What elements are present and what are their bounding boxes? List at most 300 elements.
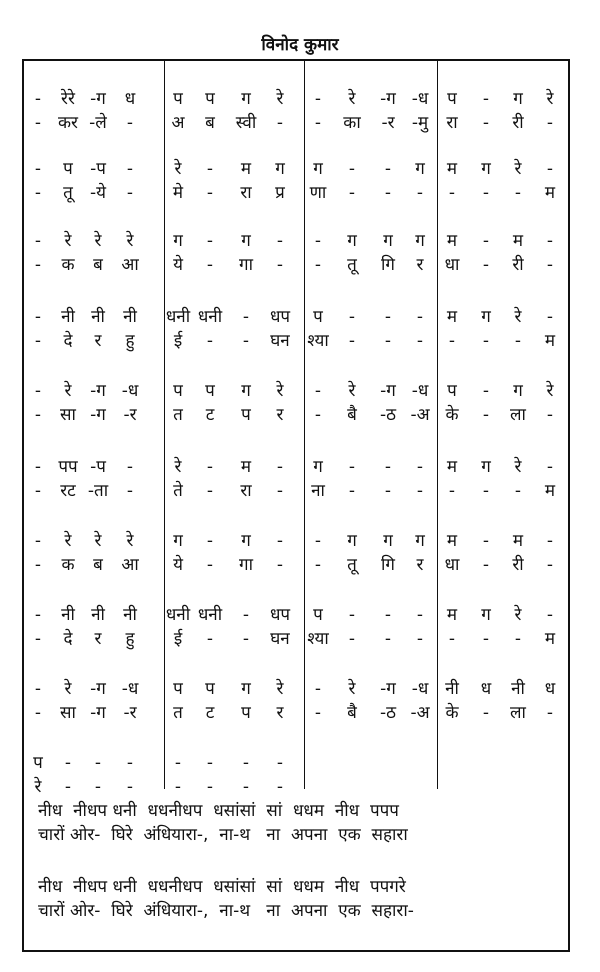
swar-note: नी <box>91 307 105 327</box>
swar-note: रे <box>64 231 72 251</box>
bol-note: - <box>482 405 490 425</box>
swar-note: रे <box>276 381 284 401</box>
swar-note: -ग <box>90 679 106 699</box>
bol-note: - <box>514 629 522 649</box>
bol-note: रा <box>446 113 458 133</box>
bol-note: - <box>416 629 424 649</box>
swar-note: - <box>546 307 554 327</box>
bol-note: कर <box>57 113 78 133</box>
swar-note: रे <box>348 679 356 699</box>
bol-note: र <box>416 555 424 575</box>
swar-note: नी <box>91 605 105 625</box>
bol-note: घन <box>270 331 290 351</box>
swar-note: ग <box>241 231 251 251</box>
bol-note: के <box>445 703 459 723</box>
bol-note: स्वी <box>235 113 257 133</box>
bol-note: ये <box>173 255 183 275</box>
swar-note: - <box>546 531 554 551</box>
swar-note: - <box>546 159 554 179</box>
footer-bol-line-1: चारों ओर- घिरे अंधियारा-, ना-थ ना अपना एक सहारा <box>38 825 408 845</box>
swar-note: - <box>482 231 490 251</box>
bol-note: - <box>348 481 356 501</box>
bol-note: रा <box>240 481 252 501</box>
bol-note: र <box>276 405 284 425</box>
bol-note: त <box>173 405 183 425</box>
bol-note: - <box>546 255 554 275</box>
bol-note: ई <box>173 629 183 649</box>
swar-note: ध <box>480 679 492 699</box>
bol-note: -ग <box>90 405 106 425</box>
swar-note: ध <box>544 679 556 699</box>
bol-note: -ग <box>90 703 106 723</box>
bol-note: तू <box>347 255 357 275</box>
swar-note: - <box>126 753 134 773</box>
bol-note: -अ <box>410 703 430 723</box>
bol-note: -ठ <box>379 405 396 425</box>
swar-note: म <box>240 159 252 179</box>
swar-note: प <box>205 89 215 109</box>
swar-note: ग <box>241 679 251 699</box>
swar-note: रे <box>276 89 284 109</box>
bol-note: - <box>514 183 522 203</box>
swar-note: ग <box>513 89 523 109</box>
swar-note: - <box>384 159 392 179</box>
bol-note: - <box>174 777 182 797</box>
bol-note: घन <box>270 629 290 649</box>
bol-note: ब <box>93 555 103 575</box>
bol-note: - <box>482 331 490 351</box>
bol-note: - <box>276 255 284 275</box>
bol-note: - <box>34 703 42 723</box>
bol-note: - <box>348 183 356 203</box>
swar-note: नी <box>61 605 75 625</box>
swar-note: - <box>206 159 214 179</box>
bol-note: क <box>61 555 75 575</box>
bol-note: - <box>384 481 392 501</box>
swar-note: - <box>242 605 250 625</box>
swar-note: - <box>126 457 134 477</box>
swar-note: रे <box>276 679 284 699</box>
swar-note: म <box>446 307 458 327</box>
swar-note: - <box>64 753 72 773</box>
swar-note: नी <box>511 679 525 699</box>
bol-note: - <box>34 629 42 649</box>
swar-note: - <box>34 531 42 551</box>
swar-note: रे <box>64 381 72 401</box>
swar-note: - <box>126 159 134 179</box>
footer-swar-line-1: नीध नीधप धनी धधनीधप धसांसां सां धधम नीध पपप <box>38 801 399 821</box>
bol-note: ई <box>173 331 183 351</box>
swar-note: ग <box>513 381 523 401</box>
swar-note: म <box>240 457 252 477</box>
bol-note: - <box>276 555 284 575</box>
bol-note: त <box>173 703 183 723</box>
swar-note: रे <box>514 605 522 625</box>
bol-note: बै <box>347 405 357 425</box>
bol-note: - <box>64 777 72 797</box>
swar-note: - <box>34 231 42 251</box>
bol-note: धा <box>444 555 460 575</box>
swar-note: -प <box>90 457 106 477</box>
swar-note: प <box>173 89 183 109</box>
swar-note: रे <box>514 457 522 477</box>
bol-note: -मु <box>411 113 429 133</box>
bol-note: - <box>206 183 214 203</box>
bol-note: ट <box>205 405 215 425</box>
bol-note: - <box>546 405 554 425</box>
bol-note: - <box>448 183 456 203</box>
swar-note: - <box>416 307 424 327</box>
bol-note: - <box>448 629 456 649</box>
bol-note: - <box>448 331 456 351</box>
swar-note: - <box>276 753 284 773</box>
swar-note: -ग <box>380 679 396 699</box>
swar-note: - <box>276 531 284 551</box>
bol-note: - <box>206 629 214 649</box>
swar-note: ग <box>481 605 491 625</box>
swar-note: - <box>94 753 102 773</box>
bol-note: दे <box>63 629 73 649</box>
bol-note: - <box>546 703 554 723</box>
swar-note: प <box>63 159 73 179</box>
swar-note: - <box>348 307 356 327</box>
swar-note: - <box>482 531 490 551</box>
swar-note: रे <box>126 231 134 251</box>
bol-note: - <box>546 113 554 133</box>
swar-note: धनी <box>165 605 191 625</box>
bol-note: धा <box>444 255 460 275</box>
swar-note: म <box>446 605 458 625</box>
swar-note: -प <box>90 159 106 179</box>
swar-note: प <box>33 753 43 773</box>
bol-note: - <box>314 405 322 425</box>
bol-note: गि <box>381 255 395 275</box>
bol-note: सा <box>60 405 76 425</box>
bol-note: रट <box>60 481 76 501</box>
swar-note: - <box>416 457 424 477</box>
bol-note: - <box>514 481 522 501</box>
swar-note: - <box>174 753 182 773</box>
bol-note: - <box>514 331 522 351</box>
swar-note: - <box>314 679 322 699</box>
swar-note: प <box>205 679 215 699</box>
swar-note: -ग <box>380 89 396 109</box>
bol-note: म <box>544 331 556 351</box>
swar-note: - <box>546 457 554 477</box>
swar-note: म <box>446 231 458 251</box>
swar-note: रे <box>174 159 182 179</box>
swar-note: ग <box>313 159 323 179</box>
bol-note: प्र <box>275 183 285 203</box>
bol-note: - <box>314 255 322 275</box>
bol-note: ते <box>173 481 183 501</box>
swar-note: -ध <box>121 679 139 699</box>
bol-note: श्या <box>307 629 329 649</box>
swar-note: ग <box>173 231 183 251</box>
swar-note: ग <box>415 531 425 551</box>
bol-note: - <box>94 777 102 797</box>
bol-note: णा <box>309 183 327 203</box>
swar-note: रे <box>514 307 522 327</box>
swar-note: -ग <box>90 381 106 401</box>
swar-note: - <box>482 89 490 109</box>
bol-note: - <box>34 183 42 203</box>
swar-note: रे <box>546 381 554 401</box>
swar-note: - <box>348 605 356 625</box>
bol-note: -र <box>123 405 137 425</box>
bol-note: - <box>416 481 424 501</box>
bol-note: तू <box>347 555 357 575</box>
bol-note: - <box>384 183 392 203</box>
bol-note: -ले <box>89 113 107 133</box>
bol-note: -र <box>123 703 137 723</box>
bol-note: ब <box>205 113 215 133</box>
bol-note: -ता <box>87 481 109 501</box>
bol-note: - <box>416 183 424 203</box>
bol-note: गा <box>239 255 253 275</box>
bol-note: - <box>34 113 42 133</box>
bol-note: - <box>482 113 490 133</box>
swar-note: म <box>446 531 458 551</box>
bol-note: रा <box>240 183 252 203</box>
footer-swar-line-2: नीध नीधप धनी धधनीधप धसांसां सां धधम नीध पपगरे <box>38 877 406 897</box>
swar-note: धनी <box>197 605 223 625</box>
bol-note: - <box>348 629 356 649</box>
swar-note: - <box>384 457 392 477</box>
bol-note: सा <box>60 703 76 723</box>
bol-note: - <box>126 183 134 203</box>
swar-note: प <box>447 89 457 109</box>
swar-note: - <box>276 231 284 251</box>
page-title: विनोद कुमार <box>261 35 339 55</box>
bol-note: - <box>242 331 250 351</box>
swar-note: -ग <box>90 89 106 109</box>
swar-note: ग <box>313 457 323 477</box>
swar-note: - <box>546 605 554 625</box>
bol-note: - <box>482 629 490 649</box>
swar-note: ग <box>275 159 285 179</box>
bol-note: - <box>276 481 284 501</box>
swar-note: - <box>384 605 392 625</box>
bol-note: - <box>34 405 42 425</box>
swar-note: ध <box>124 89 136 109</box>
swar-note: रे <box>64 679 72 699</box>
swar-note: - <box>242 753 250 773</box>
bol-note: -र <box>381 113 395 133</box>
bol-note: - <box>34 481 42 501</box>
swar-note: ग <box>383 231 393 251</box>
swar-note: - <box>206 753 214 773</box>
swar-note: म <box>446 457 458 477</box>
swar-note: रे <box>514 159 522 179</box>
bol-note: - <box>314 703 322 723</box>
bol-note: ला <box>510 405 526 425</box>
swar-note: ग <box>241 381 251 401</box>
swar-note: - <box>34 381 42 401</box>
bol-note: री <box>512 255 524 275</box>
swar-note: - <box>242 307 250 327</box>
bol-note: - <box>206 255 214 275</box>
swar-note: रे <box>546 89 554 109</box>
swar-note: धनी <box>197 307 223 327</box>
swar-note: प <box>205 381 215 401</box>
swar-note: धनी <box>165 307 191 327</box>
swar-note: ग <box>481 457 491 477</box>
swar-note: - <box>314 381 322 401</box>
swar-note: ग <box>481 159 491 179</box>
swar-note: - <box>34 307 42 327</box>
bol-note: गा <box>239 555 253 575</box>
swar-note: - <box>314 531 322 551</box>
swar-note: रे <box>94 531 102 551</box>
swar-note: नी <box>445 679 459 699</box>
swar-note: - <box>348 159 356 179</box>
bol-note: हु <box>125 629 135 649</box>
swar-note: - <box>416 605 424 625</box>
bol-note: - <box>126 113 134 133</box>
swar-note: -ध <box>411 89 429 109</box>
swar-note: रे <box>64 531 72 551</box>
bol-note: - <box>34 331 42 351</box>
bol-note: तू <box>63 183 73 203</box>
bol-note: - <box>482 555 490 575</box>
swar-note: - <box>314 89 322 109</box>
bol-note: र <box>94 331 102 351</box>
swar-note: नी <box>123 605 137 625</box>
swar-note: ग <box>241 89 251 109</box>
footer-bol-line-2: चारों ओर- घिरे अंधियारा-, ना-थ ना अपना एक सहारा- <box>38 901 414 921</box>
bol-note: - <box>546 555 554 575</box>
bol-note: - <box>126 481 134 501</box>
bol-note: - <box>482 481 490 501</box>
bol-note: आ <box>121 255 139 275</box>
swar-note: रे <box>94 231 102 251</box>
swar-note: प <box>173 679 183 699</box>
bol-note: - <box>206 777 214 797</box>
swar-note: म <box>512 531 524 551</box>
swar-note: ग <box>347 531 357 551</box>
swar-note: - <box>546 231 554 251</box>
swar-note: रे <box>174 457 182 477</box>
swar-note: ग <box>383 531 393 551</box>
bol-note: - <box>314 113 322 133</box>
swar-note: ग <box>481 307 491 327</box>
bol-note: रे <box>34 777 42 797</box>
bol-note: म <box>544 481 556 501</box>
swar-note: - <box>34 457 42 477</box>
swar-note: - <box>206 231 214 251</box>
bol-note: अ <box>171 113 185 133</box>
bol-note: री <box>512 113 524 133</box>
bol-note: - <box>448 481 456 501</box>
bol-note: मे <box>172 183 184 203</box>
bol-note: आ <box>121 555 139 575</box>
swar-note: - <box>314 231 322 251</box>
swar-note: रे <box>126 531 134 551</box>
bol-note: - <box>242 629 250 649</box>
bol-note: - <box>242 777 250 797</box>
bol-note: - <box>416 331 424 351</box>
swar-note: नी <box>123 307 137 327</box>
bol-note: -ये <box>90 183 106 203</box>
bol-note: का <box>343 113 361 133</box>
swar-note: - <box>34 159 42 179</box>
bol-note: - <box>348 331 356 351</box>
swar-note: -ध <box>411 679 429 699</box>
swar-note: - <box>384 307 392 327</box>
swar-note: - <box>276 457 284 477</box>
bol-note: -अ <box>410 405 430 425</box>
bol-note: - <box>276 113 284 133</box>
bol-note: श्या <box>307 331 329 351</box>
bol-note: क <box>61 255 75 275</box>
swar-note: ग <box>173 531 183 551</box>
swar-note: रे <box>348 89 356 109</box>
swar-note: पप <box>58 457 78 477</box>
bol-note: - <box>206 331 214 351</box>
swar-note: - <box>34 89 42 109</box>
bol-note: के <box>445 405 459 425</box>
bol-note: - <box>34 555 42 575</box>
bol-note: दे <box>63 331 73 351</box>
bol-note: प <box>241 405 251 425</box>
swar-note: रेरे <box>61 89 75 109</box>
swar-note: -ध <box>121 381 139 401</box>
bol-note: - <box>276 777 284 797</box>
swar-note: प <box>313 605 323 625</box>
bol-note: ला <box>510 703 526 723</box>
swar-note: - <box>348 457 356 477</box>
bol-note: - <box>482 183 490 203</box>
bol-note: - <box>482 255 490 275</box>
swar-note: - <box>206 457 214 477</box>
bol-note: री <box>512 555 524 575</box>
bol-note: - <box>314 555 322 575</box>
swar-note: म <box>512 231 524 251</box>
bol-note: प <box>241 703 251 723</box>
bol-note: म <box>544 629 556 649</box>
swar-note: -ध <box>411 381 429 401</box>
bol-note: ना <box>311 481 325 501</box>
swar-note: प <box>447 381 457 401</box>
swar-note: ग <box>347 231 357 251</box>
swar-note: - <box>34 605 42 625</box>
swar-note: रे <box>348 381 356 401</box>
bol-note: गि <box>381 555 395 575</box>
bol-note: र <box>416 255 424 275</box>
bol-note: र <box>276 703 284 723</box>
swar-note: नी <box>61 307 75 327</box>
bol-note: बै <box>347 703 357 723</box>
bol-note: हु <box>125 331 135 351</box>
bol-note: - <box>384 331 392 351</box>
swar-note: ग <box>241 531 251 551</box>
bol-note: - <box>34 255 42 275</box>
swar-note: म <box>446 159 458 179</box>
swar-note: - <box>206 531 214 551</box>
swar-note: -ग <box>380 381 396 401</box>
swar-note: - <box>482 381 490 401</box>
bol-note: - <box>126 777 134 797</box>
swar-note: धप <box>269 605 291 625</box>
bol-note: ट <box>205 703 215 723</box>
bol-note: - <box>482 703 490 723</box>
bol-note: ब <box>93 255 103 275</box>
swar-note: ग <box>415 159 425 179</box>
swar-note: प <box>313 307 323 327</box>
swar-note: प <box>173 381 183 401</box>
swar-note: धप <box>269 307 291 327</box>
